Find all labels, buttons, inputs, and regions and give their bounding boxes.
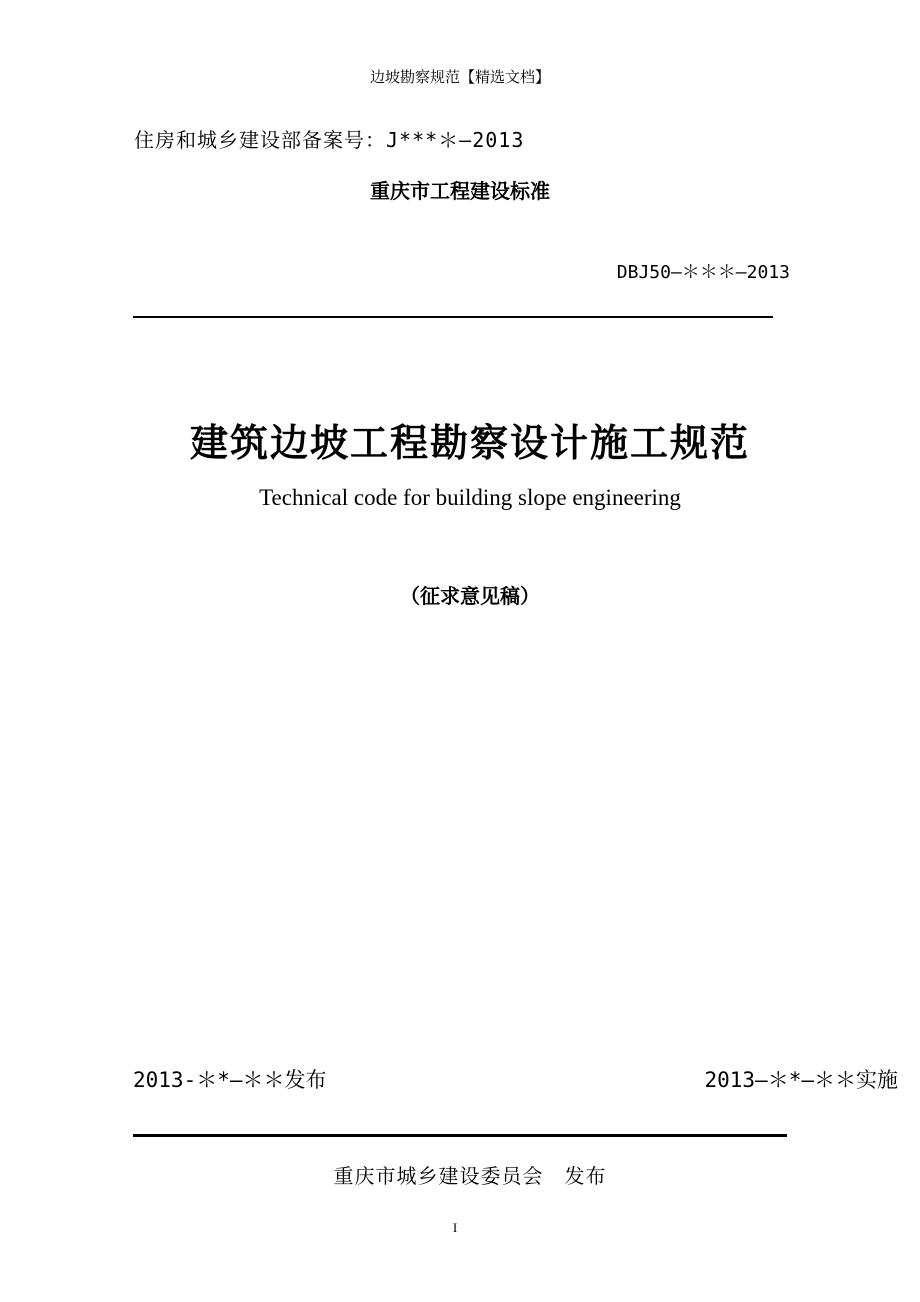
publisher: 重庆市城乡建设委员会 发布 <box>333 1164 607 1188</box>
bottom-divider <box>133 1134 787 1137</box>
top-divider <box>133 316 773 318</box>
standard-code: DBJ50—＊＊＊—2013 <box>616 262 790 283</box>
draft-label: （征求意见稿） <box>400 584 540 608</box>
page-number: I <box>452 1220 458 1235</box>
main-title: 建筑边坡工程勘察设计施工规范 <box>189 421 750 465</box>
running-header: 边坡勘察规范【精选文档】 <box>369 68 550 86</box>
standard-type: 重庆市工程建设标准 <box>370 179 550 203</box>
effective-date: 2013—＊*—＊＊实施 <box>704 1068 898 1092</box>
record-number: 住房和城乡建设部备案号：J***＊—2013 <box>134 128 525 152</box>
english-title: Technical code for building slope engineering <box>259 485 681 510</box>
publish-date: 2013-＊*—＊＊发布 <box>133 1068 327 1092</box>
